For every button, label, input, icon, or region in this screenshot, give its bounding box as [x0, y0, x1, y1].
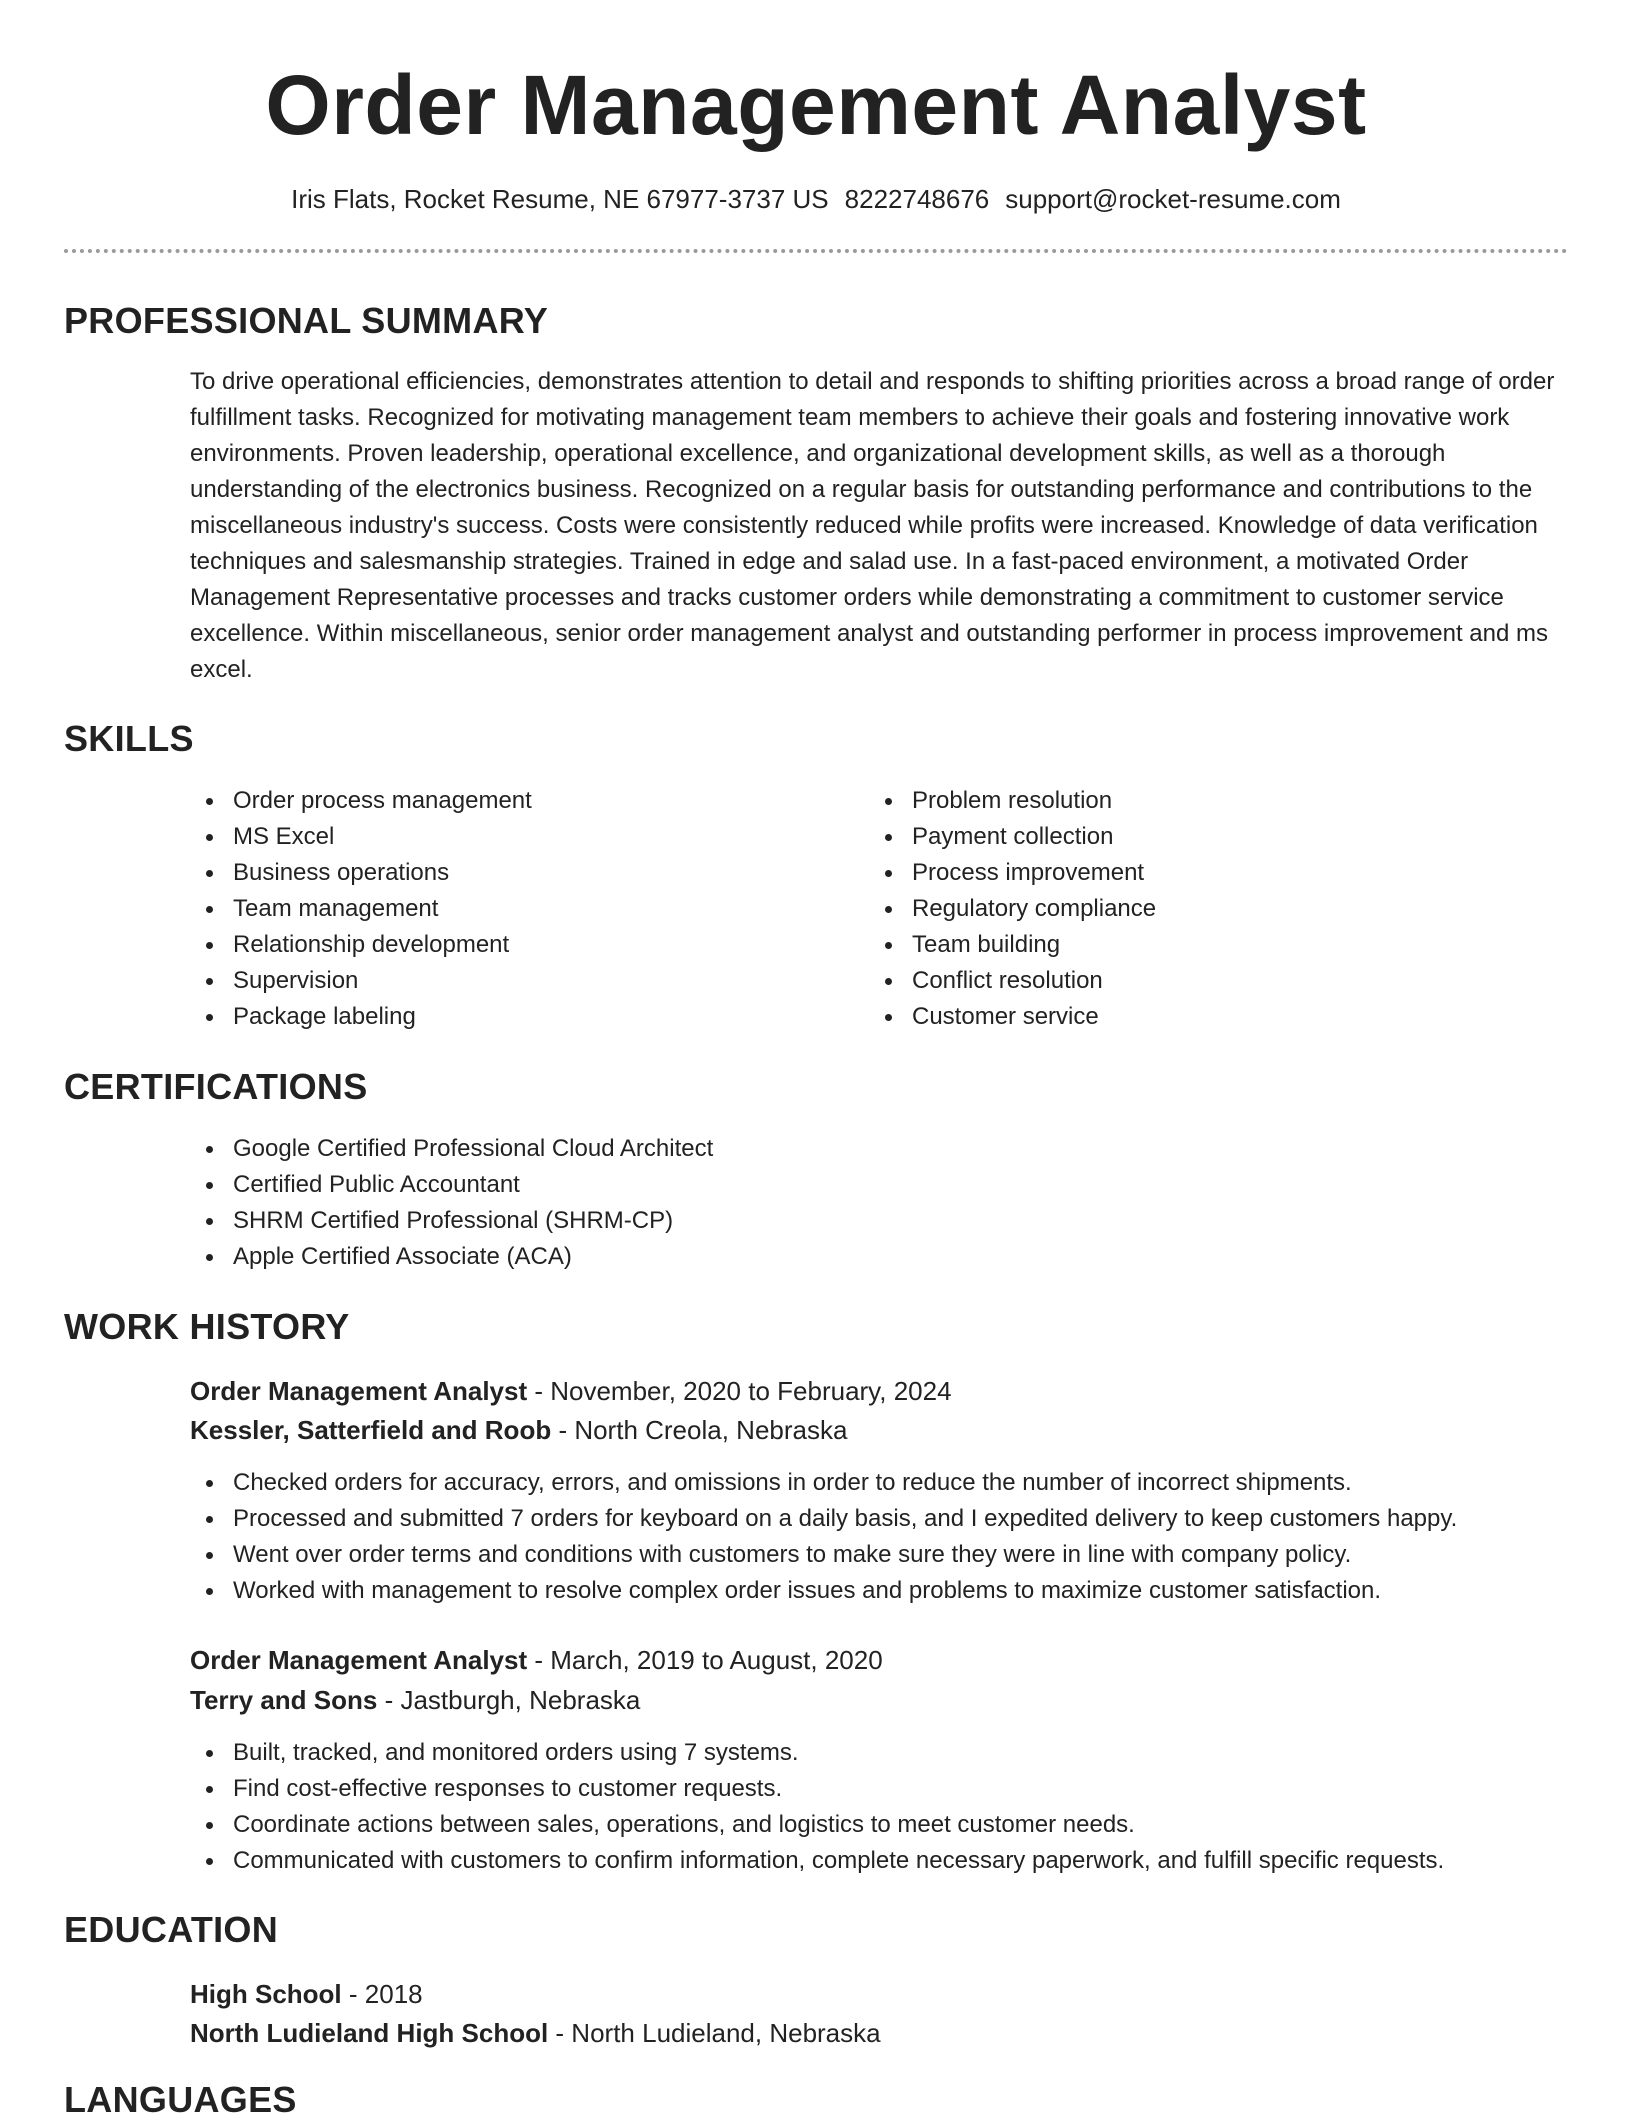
contact-address: Iris Flats, Rocket Resume, NE 67977-3737 US — [291, 184, 829, 214]
contact-email: support@rocket-resume.com — [1005, 184, 1341, 214]
skill-item: Payment collection — [869, 819, 1156, 855]
job-company: Kessler, Satterfield and Roob — [190, 1415, 552, 1445]
job-company-line — [190, 1410, 847, 1450]
job-bullet: Communicated with customers to confirm information, complete necessary paperwork, and fulfill specific requests. — [190, 1843, 1444, 1879]
job-bullet: Coordinate actions between sales, operations, and logistics to meet customer needs. — [190, 1807, 1444, 1843]
languages-heading: LANGUAGES — [64, 2079, 297, 2120]
education-year: - 2018 — [341, 1979, 423, 2009]
job-dates: - November, 2020 to February, 2024 — [527, 1376, 952, 1406]
education-heading: EDUCATION — [64, 1909, 279, 1950]
job-bullet: Went over order terms and conditions with customers to make sure they were in line with company policy. — [190, 1537, 1457, 1573]
skills-heading: SKILLS — [64, 718, 194, 759]
skill-item: MS Excel — [190, 819, 532, 855]
job-bullets — [190, 1735, 1444, 1879]
job-title: Order Management Analyst — [190, 1645, 528, 1675]
summary-text: To drive operational efficiencies, demonstrates attention to detail and responds to shifting priorities across a broad range of order fulfillment tasks. Recognized for motivating management team members to achieve their goals and fostering innovative work environments. Proven leadership, operational excellence, and organizational development skills, as well as a thorough understanding of the electronics business. Recognized on a regular basis for outstanding performance and contributions to the miscellaneous industry's success. Costs were consistently reduced while profits were increased. Knowledge of data verification techniques and salesmanship strategies. Trained in edge and salad use. In a fast-paced environment, a motivated Order Management Representative processes and tracks customer orders while demonstrating a commitment to customer service excellence. Within miscellaneous, senior order management analyst and outstanding performer in process improvement and ms excel. — [190, 368, 1555, 683]
certification-item: Certified Public Accountant — [190, 1167, 713, 1203]
skill-item: Process improvement — [869, 855, 1156, 891]
skill-item: Supervision — [190, 963, 532, 999]
skill-item: Order process management — [190, 783, 532, 819]
job-title: Order Management Analyst — [190, 1376, 528, 1406]
education-school-line — [190, 2013, 881, 2053]
job-bullet: Find cost-effective responses to customer requests. — [190, 1771, 1444, 1807]
job-dates: - March, 2019 to August, 2020 — [527, 1645, 883, 1675]
skills-list-right — [869, 783, 1156, 1035]
candidate-name: Order Management Analyst — [265, 58, 1367, 152]
education-degree: High School — [190, 1979, 342, 2009]
certification-item: Google Certified Professional Cloud Architect — [190, 1131, 713, 1167]
job-location: - North Creola, Nebraska — [551, 1415, 848, 1445]
skills-list-left — [190, 783, 532, 1035]
job-location: - Jastburgh, Nebraska — [377, 1685, 641, 1715]
education-school: North Ludieland High School — [190, 2018, 549, 2048]
skill-item: Business operations — [190, 855, 532, 891]
skill-item: Team management — [190, 891, 532, 927]
work-history-heading: WORK HISTORY — [64, 1306, 350, 1347]
skill-item: Package labeling — [190, 999, 532, 1035]
certification-item: SHRM Certified Professional (SHRM-CP) — [190, 1203, 713, 1239]
education-degree-line — [190, 1974, 423, 2014]
job-company-line — [190, 1680, 640, 1720]
contact-line — [0, 181, 1632, 217]
certifications-list — [190, 1131, 713, 1275]
skill-item: Regulatory compliance — [869, 891, 1156, 927]
job-bullet: Checked orders for accuracy, errors, and omissions in order to reduce the number of incorrect shipments. — [190, 1465, 1457, 1501]
certifications-heading: CERTIFICATIONS — [64, 1066, 368, 1107]
job-company: Terry and Sons — [190, 1685, 378, 1715]
education-location: - North Ludieland, Nebraska — [548, 2018, 881, 2048]
skill-item: Team building — [869, 927, 1156, 963]
job-bullets — [190, 1465, 1457, 1609]
header-divider — [64, 249, 1568, 253]
summary-heading: PROFESSIONAL SUMMARY — [64, 300, 549, 341]
contact-phone: 8222748676 — [844, 184, 990, 214]
job-title-line — [190, 1371, 952, 1411]
skill-item: Relationship development — [190, 927, 532, 963]
skill-item: Problem resolution — [869, 783, 1156, 819]
skill-item: Customer service — [869, 999, 1156, 1035]
job-bullet: Worked with management to resolve complex order issues and problems to maximize customer satisfaction. — [190, 1573, 1457, 1609]
job-bullet: Built, tracked, and monitored orders using 7 systems. — [190, 1735, 1444, 1771]
job-title-line — [190, 1640, 883, 1680]
certification-item: Apple Certified Associate (ACA) — [190, 1239, 713, 1275]
job-bullet: Processed and submitted 7 orders for keyboard on a daily basis, and I expedited delivery to keep customers happy. — [190, 1501, 1457, 1537]
skill-item: Conflict resolution — [869, 963, 1156, 999]
